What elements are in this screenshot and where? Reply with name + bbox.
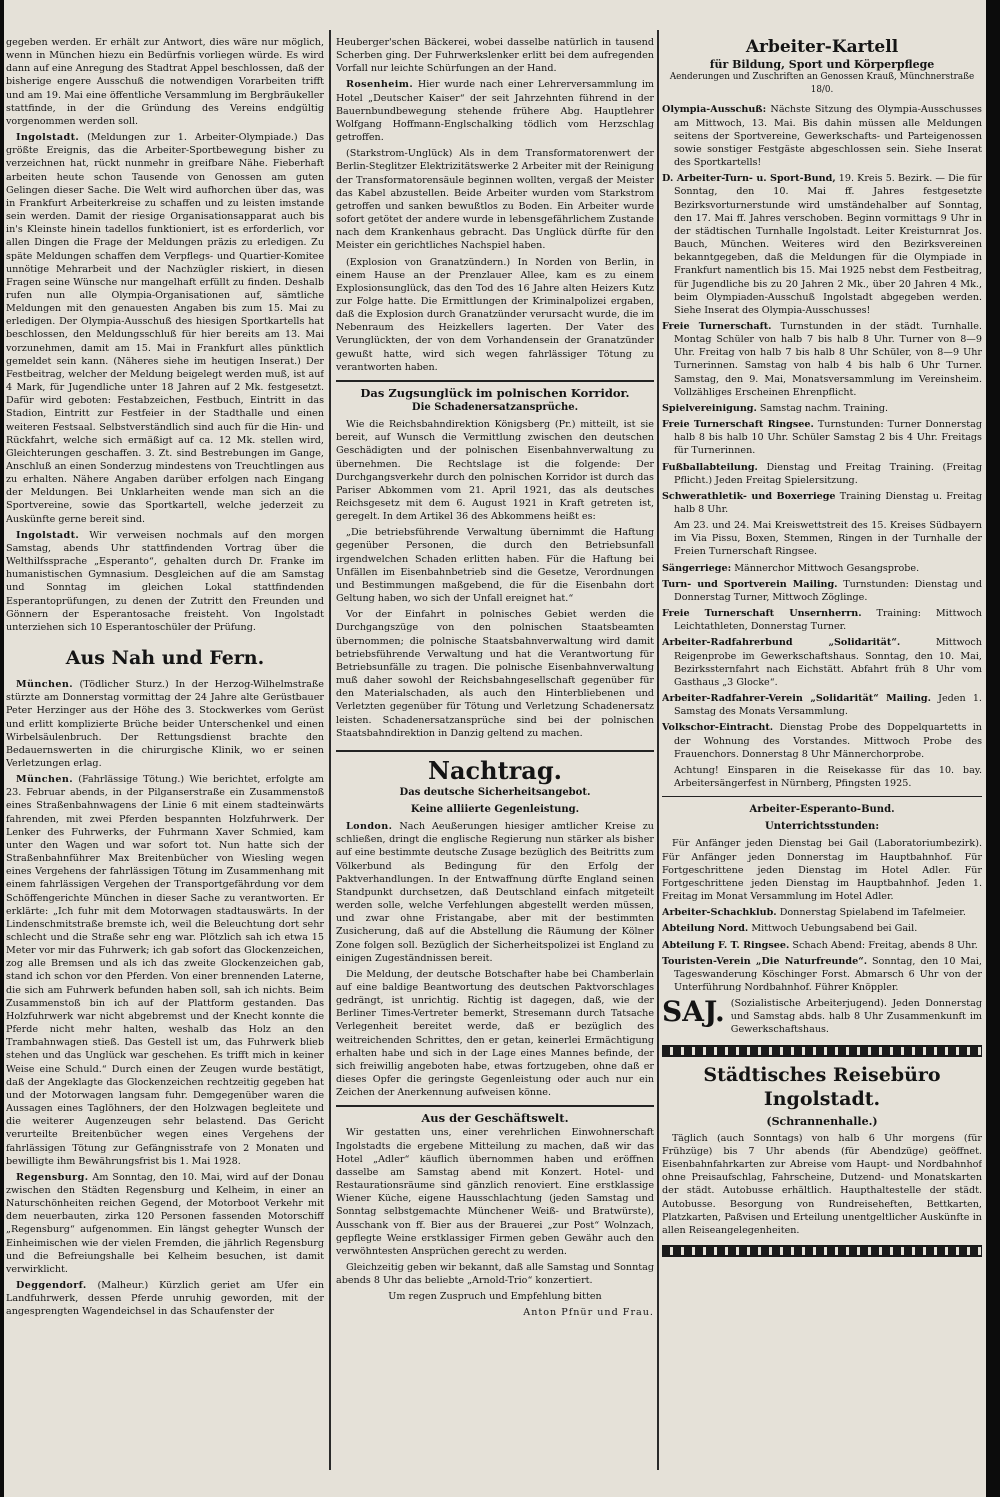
club-name: Freie Turnerschaft.: [662, 320, 772, 332]
place-lead: Deggendorf.: [16, 1280, 87, 1292]
club-text: Schach Abend: Freitag, abends 8 Uhr.: [792, 939, 978, 951]
article-paragraph: [336, 820, 654, 965]
club-entry: [662, 922, 982, 935]
place-lead: London.: [346, 821, 393, 833]
article-subheading: Die Schadenersatzansprüche.: [411, 401, 579, 413]
club-entry: [662, 939, 982, 952]
reisebuero-text: Täglich (auch Sonntags) von halb 6 Uhr morgens (für Frühzüge) bis 7 Uhr abends (für Abendzüge) geöffnet. Eisenbahnfahrkarten zur Abreise vom Haupt- und Nordbahnhof ohne Preisaufschlag, Fahrscheine, Dutzend- und Monatskarten der städt. Autobusse erhältlich. Haupthaltestelle der städt. Autobusse. Besorgung von Rundreiseheften, Bettkarten, Platzkarten, Paßvisen und Erteilung unentgeltlicher Auskünfte in allen Reiseangelegenheiten.: [662, 1132, 982, 1236]
column-middle: [336, 36, 654, 1466]
club-entry: [662, 692, 982, 718]
divider: [662, 796, 982, 797]
saj-text: (Sozialistische Arbeiterjugend). Jeden Donnerstag und Samstag abds. halb 8 Uhr Zusammenkunft im Gewerkschaftshaus.: [730, 998, 982, 1036]
club-entry: [662, 578, 982, 604]
advert-heading: Aus der Geschäftswelt.: [336, 1105, 654, 1126]
club-text: Sonntag, den 10 Mai, Tageswanderung Köschinger Forst. Abmarsch 6 Uhr von der Unterführung Nordbahnhof. Führer Knöppler.: [674, 955, 982, 993]
article-paragraph: gegeben werden. Er erhält zur Antwort, dies wäre nur möglich, wenn in München hiezu ein Bedürfnis vorliegen würde. Es wird dann auf eine Anregung des Stadtrat Appel beschlossen, daß der bisherige engere Ausschuß die notwendigen Vorarbeiten trifft und am 19. Mai eine öffentliche Versammlung im Bergbräukeller stattfinde, in der die Gründung des Vereins endgültig vorgenommen werden soll.: [6, 37, 324, 127]
column-rule: [657, 30, 659, 1470]
club-text: Achtung! Einsparen in die Reisekasse für das 10. bay. Arbeitersängerfest in Nürnberg, Pfingsten 1925.: [674, 764, 982, 789]
reisebuero-title: Städtisches Reisebüro Ingolstadt.: [703, 1063, 941, 1110]
column-right: [662, 36, 982, 1466]
article-quote: „Die betriebsführende Verwaltung übernimmt die Haftung gegenüber Personen, die durch den Betriebsunfall irgendwelchen Schaden erlitten haben. Für die Haftung bei Unfällen im Eisenbahnbetrieb sind die Gesetze, Verordnungen und Bestimmungen maßgebend, die für die Eisenbahn dort Geltung haben, wo sich der Unfall ereignet hat.“: [336, 527, 654, 605]
club-entry: [662, 490, 982, 516]
club-text: Turnstunden: Turner Donnerstag halb 8 bis halb 10 Uhr. Schüler Samstag 2 bis 4 Uhr. Freitags für Turnerinnen.: [674, 419, 982, 457]
club-name: Sängerriege:: [662, 562, 732, 574]
club-name: Fußballabteilung.: [662, 461, 758, 473]
place-lead: München.: [16, 679, 74, 691]
kartell-note: Aenderungen und Zuschriften an Genossen Krauß, Münchnerstraße 18/0.: [669, 72, 975, 96]
club-text: Turnstunden in der städt. Turnhalle. Montag Schüler von halb 7 bis halb 8 Uhr. Turner von 8—9 Uhr. Freitag von halb 7 bis halb 8 Uhr Schüler, von 8—9 Uhr Turnerinnen. Samstag von halb 4 bis halb 6 Uhr Turner. Samstag, den 9. Mai, Monatsversammlung im Vereinsheim. Vollzähliges Erscheinen Ehrenpflicht.: [674, 320, 982, 398]
club-name: Abteilung Nord.: [662, 923, 749, 935]
club-text: Donnerstag Spielabend im Tafelmeier.: [779, 907, 966, 919]
article-subheading-2: Keine alliierte Gegenleistung.: [410, 803, 580, 815]
club-name: Spielvereinigung.: [662, 402, 757, 414]
paragraph-text: Am Sonntag, den 10. Mai, wird auf der Donau zwischen den Städten Regensburg und Kelheim, in einer an Naturschönheiten reichen Gegend, der Motorboot Verkehr mit dem neuerbauten, zirka 120 Personen fassenden Motorschiff „Regensburg“ aufgenommen. Ein längst gehegter Wunsch der Einheimischen wie der vielen Fremden, die jährlich Regensburg und die Befreiungshalle bei Kelheim besuchen, ist damit verwirklicht.: [6, 1171, 324, 1275]
article-paragraph: [6, 131, 324, 526]
club-entry: [662, 103, 982, 169]
advert-signature: Anton Pfnür und Frau.: [523, 1307, 654, 1319]
club-name: Freie Turnerschaft Unsernherrn.: [662, 608, 862, 620]
club-name: Turn- und Sportverein Mailing.: [662, 578, 838, 590]
article-paragraph: [6, 678, 324, 770]
esperanto-heading: Arbeiter-Esperanto-Bund.: [749, 804, 895, 816]
ornament-border: [662, 1045, 982, 1057]
club-entry: [662, 418, 982, 457]
advert-paragraph: Wir gestatten uns, einer verehrlichen Einwohnerschaft Ingolstadts die ergebene Mitteilung zu machen, daß wir das Hotel „Adler“ käuflich übernommen haben und eröffnen dasselbe am Samstag abend mit Konzert. Hotel- und Restaurationsräume sind gänzlich renoviert. Eine erstklassige Wiener Küche, eigene Hausschlachtung (jeden Samstag und Sonntag selbstgemachte Münchener Weiß- und Bratwürste), Ausschank von ff. Bier aus der Brauerei „zur Post“ Wolnzach, gepflegte Weine erstklassiger Firmen geben Gewähr auch den verwöhntesten Ansprüchen gerecht zu werden.: [336, 1127, 654, 1257]
club-name: Olympia-Ausschuß:: [662, 104, 767, 116]
article-paragraph: [336, 78, 654, 144]
article-paragraph: Heuberger'schen Bäckerei, wobei dasselbe natürlich in tausend Scherben ging. Der Fuhrwerkslenker erlitt bei dem aufregenden Vorfall nur leichte Schürfungen an der Hand.: [336, 37, 654, 75]
club-entry: [662, 320, 982, 399]
paragraph-text: Hier wurde nach einer Lehrerversammlung im Hotel „Deutscher Kaiser“ der seit Jahrzehnten führend in der Bauernbundbewegung stehende frühere Abg. Hauptlehrer Wolfgang Hoffmann-Englschalking tödlich vom Herzschlag getroffen.: [336, 79, 654, 144]
club-text: Nächste Sitzung des Olympia-Ausschusses am Mittwoch, 13. Mai. Bis dahin müssen alle Meldungen seitens der Sportvereine, Gewerkschafts- und Parteigenossen sowie sonstiger Festgäste abgeschlossen sein. Siehe Inserat des Sportkartells!: [674, 104, 982, 169]
place-lead: München.: [16, 774, 74, 786]
club-text: Mittwoch Reigenprobe im Gewerkschaftshaus. Sonntag, den 10. Mai, Bezirkssternfahrt nach Eichstätt. Abfahrt früh 8 Uhr vom Gasthaus „3 Glocke“.: [674, 637, 982, 688]
ornament-border: [662, 1245, 982, 1257]
reisebuero-subtitle: (Schrannenhalle.): [766, 1114, 878, 1128]
unterricht-heading: Unterrichtsstunden:: [764, 821, 880, 833]
club-name: Schwerathletik- und Boxerriege: [662, 490, 836, 502]
place-lead: Ingolstadt.: [16, 132, 80, 144]
esperanto-text: Für Anfänger jeden Dienstag bei Gail (Laboratoriumbezirk). Für Anfänger jeden Donnerstag im Hauptbahnhof. Für Fortgeschrittene jeden Dienstag im Hotel Adler. Für Fortgeschrittene jeden Dienstag im Hauptbahnhof. Jeden 1. Freitag im Monat Versammlung im Hotel Adler.: [662, 838, 982, 903]
club-entry: [662, 721, 982, 760]
club-entry: [662, 636, 982, 689]
paragraph-text: (Tödlicher Sturz.) In der Herzog-Wilhelmstraße stürzte am Donnerstag vormittag der 24 Jahre alte Gerüstbauer Peter Herzinger aus der Höhe des 3. Stockwerkes vom Gerüst und erlitt komplizierte Brüche beider Unterschenkel und einen Wirbelsäulenbruch. Der Rettungsdienst brachte den Bedauernswerten in die chirurgische Klinik, wo er seinen Verletzungen erlag.: [6, 679, 324, 769]
section-heading: Aus Nah und Fern.: [65, 647, 265, 670]
article-paragraph: Vor der Einfahrt in polnisches Gebiet werden die Durchgangszüge von den polnischen Staatsbeamten übernommen; die polnische Staatsbahnverwaltung wird damit betriebsführende Verwaltung und hat die Verantwortung für Betriebsunfälle zu tragen. Die polnische Eisenbahnverwaltung muß daher sowohl der Reichsbahngesellschaft gegenüber für den Materialschaden, als auch den Hinterbliebenen und Verletzten gegenüber für Tötung und Verletzung Schadenersatz leisten. Schadenersatzansprüche sind bei der polnischen Staatsbahndirektion in Danzig geltend zu machen.: [336, 609, 654, 739]
club-name: Arbeiter-Schachklub.: [662, 907, 777, 919]
place-lead: Rosenheim.: [346, 79, 414, 91]
club-text: 19. Kreis 5. Bezirk. — Die für Sonntag, den 10. Mai ff. Jahres festgesetzte Bezirksvorturnerstunde wird umständehalber auf Sonntag, den 17. Mai ff. Jahres verschoben. Beginn vormittags 9 Uhr in der städtischen Turnhalle Ingolstadt. Leiter Kreisturnrat Jos. Bauch, München. Weiteres wird den Bezirksvereinen bekanntgegeben, daß die Meldungen für die Olympiade in Frankfurt namentlich bis 15. Mai 1925 nebst dem Festbeitrag, für Jugendliche bis zu 20 Jahren 2 Mk., über 20 Jahren 4 Mk., beim Olympiaden-Ausschuß Ingolstadt abgegeben werden. Siehe Inserat des Olympia-Ausschusses!: [674, 173, 982, 316]
place-lead: Ingolstadt.: [16, 529, 80, 541]
saj-notice: [662, 997, 982, 1036]
club-entry: [662, 402, 982, 415]
paragraph-text: (Fahrlässige Tötung.) Wie berichtet, erfolgte am 23. Februar abends, in der Pilganserstraße ein Zusammenstoß eines Straßenbahnwagens der Linie 6 mit einem stadteinwärts fahrenden, mit zwei Pferden bespannten Holzfuhrwerk. Der Lenker des Fuhrwerks, der Fuhrmann Xaver Schmied, kam unter den Wagen und war sofort tot. Nun hatte sich der Straßenbahnführer Max Breitenbücher von Wiesling wegen eines Vergehens der fahrlässigen Tötung im Zusammenhang mit einem fahrlässigen Vergehen der Transportgefährdung vor dem Schöffengerichte München in dieser Sache zu verantworten. Er erklärte: „Ich fuhr mit dem Motorwagen stadtauswärts. In der Lindenschmitstraße bremste ich, weil die Beleuchtung dort sehr schlecht und die Straße sehr eng war. Plötzlich sah ich etwa 15 Meter vor mir das Fuhrwerk; ich gab sofort das Glockenzeichen, zog alle Bremsen und als ich das zweite Glockenzeichen gab, stand ich schon vor den Pferden. Von einer brennenden Laterne, die sich am Fuhrwerk befunden haben soll, sah ich nichts. Beim Zusammenstoß bin ich auf der Plattform gestanden. Das Holzfuhrwerk war nicht abgebremst und der Knecht konnte die Pferde nicht mehr halten, weshalb das Holz an den Trambahnwagen stieß. Das Gestell ist um, das Fuhrwerk blieb stehen und das Unglück war geschehen. Es trifft mich in keiner Weise eine Schuld.“ Durch einen der Zeugen wurde bestätigt, daß der Angeklagte das Glockenzeichen rechtzeitig gegeben hat und der Motorwagen langsam fuhr. Demgegenüber waren die Aussagen eines Taglöhners, der den Holzwagen begleitete und die weiterer Augenzeugen sehr belastend. Das Gericht verurteilte Breitenbücher wegen eines Vergehens der fahrlässigen Tötung zur Gefängnisstrafe von 2 Monaten und bewilligte ihm Bewährungsfrist bis 1. Mai 1928.: [6, 774, 324, 1167]
kartell-subtitle: für Bildung, Sport und Körperpflege: [709, 58, 935, 71]
paragraph-text: (Meldungen zur 1. Arbeiter-Olympiade.) Das größte Ereignis, das die Arbeiter-Sportbewegung bisher zu verzeichnen hat, rückt nunmehr in greifbare Nähe. Fieberhaft arbeiten heute schon Tausende von Genossen am guten Gelingen dieser Sache. Die Welt wird aufhorchen über das, was in Frankfurt Arbeiterkreise zu schaffen und zu leisten imstande sein werden. Damit der riesige Organisationsapparat auch bis in's Kleinste hinein tadellos funktioniert, ist es erforderlich, vor allen Dingen die Frage der Meldungen präzis zu erledigen. Zu späte Meldungen schaffen dem Verpflegs- und Quartier-Komitee unnötige Mehrarbeit und der Nachzügler riskiert, in diesen Fragen seine Wünsche nur mangelhaft erfüllt zu finden. Deshalb rufen nun alle Olympia-Organisationen auf, sämtliche Meldungen mit den genauesten Angaben bis zum 15. Mai zu erledigen. Der Olympia-Ausschuß des hiesigen Sportkartells hat beschlossen, den Meldungsschluß für hier bereits am 13. Mai vorzunehmen, damit am 15. Mai in Frankfurt alles pünktlich gemeldet sein kann. (Näheres siehe im heutigen Inserat.) Der Festbeitrag, welcher der Meldung beigelegt werden muß, ist auf 4 Mark, für Jugendliche unter 18 Jahren auf 2 Mk. festgesetzt. Dafür wird geboten: Festabzeichen, Festbuch, Eintritt in das Stadion, Eintritt zur Festfeier in der Stadthalle und einen weiteren Festsaal. Selbstverständlich sind auch für die Hin- und Rückfahrt, welche sich ermäßigt auf ca. 12 Mk. stellen wird, Gleichterungen geschaffen. 3. Zt. sind Bestrebungen im Gange, Anschluß an einen Sonderzug mindestens von Treuchtlingen aus zu erhalten. Nähere Angaben darüber erfolgen nach Eingang der Meldungen. Bei Unklarheiten wende man sich an die Sportvereine, sowie das Sportkartell, welche jederzeit zu Auskünfte gerne bereit sind.: [6, 132, 324, 525]
club-name: Touristen-Verein „Die Naturfreunde“.: [662, 955, 868, 967]
club-entries-2: [662, 906, 982, 994]
club-entry: [662, 764, 982, 790]
article-paragraph: Die Meldung, der deutsche Botschafter habe bei Chamberlain auf eine baldige Beantwortung des deutschen Paktvorschlages gedrängt, ist unrichtig. Richtig ist dagegen, daß, wie der Berliner Times-Vertreter bemerkt, Stresemann durch Tatsache Verlegenheit bereitet werde, daß er bezüglich des weitreichenden Schrittes, den er getan, keinerlei Ermächtigung erhalten habe und sich in der Lage eines Mannes befinde, der sich freiwillig angeboten habe, etwas fortzugeben, ohne daß er dieses Opfer die geringste Gegenleistung oder auch nur ein Zeichen der Anerkennung aufweisen könne.: [336, 968, 654, 1099]
place-lead: Regensburg.: [16, 1171, 89, 1183]
club-entry: [662, 172, 982, 317]
article-paragraph: [6, 1171, 324, 1276]
paragraph-text: (Malheur.) Kürzlich geriet am Ufer ein Landfuhrwerk, dessen Pferde unruhig geworden, mit der angesprengten Wagendeichsel in das Schaufenster der: [6, 1280, 324, 1318]
article-paragraph: [6, 529, 324, 634]
article-paragraph: (Explosion von Granatzündern.) In Norden von Berlin, in einem Hause an der Prenzlauer Allee, kam es zu einem Explosionsunglück, das den Tod des 16 Jahre alten Heizers Kutz zur Folge hatte. Die Ermittlungen der Kriminalpolizei ergaben, daß die Explosion durch Granatzünder verursacht wurde, die im Nebenraum des Heizkellers lagerten. Der Vater des Verunglückten, der von dem Vorhandensein der Granatzünder gewußt hatte, wird sich wegen fahrlässiger Tötung zu verantworten haben.: [336, 256, 654, 373]
club-name: Abteilung F. T. Ringsee.: [662, 939, 790, 951]
club-text: Mittwoch Uebungsabend bei Gail.: [751, 923, 918, 935]
article-paragraph: (Starkstrom-Unglück) Als in dem Transformatorenwert der Berlin-Steglitzer Elektrizitätswerke 2 Arbeiter mit der Reinigung der Transformatorensäule beginnen wollten, vergaß der Meister das Kabel abzustellen. Beide Arbeiter wurden vom Starkstrom getroffen und sanken bewußtlos zu Boden. Ein Arbeiter wurde sofort getötet der andere wurde in lebensgefährlichem Zustande nach dem Krankenhaus gebracht. Das Unglück dürfte für den Meister ein gerichtliches Nachspiel haben.: [336, 148, 654, 252]
article-subheading: Das deutsche Sicherheitsangebot.: [399, 786, 591, 798]
scan-edge-right: [986, 0, 1000, 1497]
advert-paragraph: Gleichzeitig geben wir bekannt, daß alle Samstag und Sonntag abends 8 Uhr das beliebte „Arnold-Trio“ konzertiert.: [336, 1261, 654, 1287]
paragraph-text: Nach Aeußerungen hiesiger amtlicher Kreise zu schließen, dringt die englische Regierung nun stärker als bisher auf eine bestimmte deutsche Zusage bezüglich des Beitritts zum Völkerbund als Bedingung für den Erfolg der Paktverhandlungen. In der Entwaffnung dürfte England seinen Standpunkt durchsetzen, daß Deutschland einfach mitgeteilt werden solle, welche Verfehlungen abgestellt werden müssen, und zwar ohne Fristangabe, aber mit der bestimmten Zusicherung, daß auf die Abstellung die Räumung der Kölner Zone folgen soll. Bezüglich der Sicherheitspolizei ist England zu einigen Zugeständnissen bereit.: [336, 821, 654, 964]
nachtrag-heading: Nachtrag.: [336, 750, 654, 786]
club-text: Turnstunden: Dienstag und Donnerstag Turner, Mittwoch Zöglinge.: [674, 578, 982, 603]
saj-logo: SAJ.: [662, 995, 725, 1029]
paragraph-text: Wir verweisen nochmals auf den morgen Samstag, abends Uhr stattfindenden Vortrag über die Welthilfssprache „Esperanto“, gehalten durch Dr. Franke im humanistischen Gymnasium. Desgleichen auf die am Samstag und Sonntag im gleichen Lokal stattfindenden Esperantoprüfungen, zu denen der Zutritt den Freunden und Gönnern der Esperantosache freisteht. Von Ingolstadt unterziehen sich 10 Esperantoschüler der Prüfung.: [6, 529, 324, 633]
club-text: Dienstag und Freitag Training. (Freitag Pflicht.) Jeden Freitag Spielersitzung.: [674, 461, 982, 486]
column-left: [6, 36, 324, 1466]
article-heading: Das Zugsunglück im polnischen Korridor.: [336, 380, 654, 401]
club-entry: [662, 461, 982, 487]
club-text: Am 23. und 24. Mai Kreiswettstreit des 15. Kreises Südbayern im Via Pissu, Boxen, Stemmen, Ringen in der Turnhalle der Freien Turnerschaft Ringsee.: [674, 520, 982, 558]
club-name: Volkschor-Eintracht.: [662, 722, 774, 734]
club-text: Dienstag Probe des Doppelquartetts in der Wohnung des Vorstandes. Mittwoch Probe des Frauenchors. Donnerstag 8 Uhr Männerchorprobe.: [674, 722, 982, 760]
club-text: Samstag nachm. Training.: [759, 402, 889, 414]
column-rule: [329, 30, 331, 1470]
kartell-title: Arbeiter-Kartell: [745, 37, 899, 57]
club-name: D. Arbeiter-Turn- u. Sport-Bund,: [662, 173, 836, 185]
advert-closing: Um regen Zuspruch und Empfehlung bitten: [388, 1291, 602, 1303]
article-paragraph: Wie die Reichsbahndirektion Königsberg (Pr.) mitteilt, ist sie bereit, auf Wunsch die Vermittlung zwischen den deutschen Geschädigten und der polnischen Eisenbahnverwaltung zu übernehmen. Die Rechtslage ist die folgende: Der Durchgangsverkehr durch den polnischen Korridor ist durch das Pariser Abkommen vom 21. April 1921, das als deutsches Reichsgesetz mit dem 6. August 1921 in Kraft getreten ist, geregelt. In dem Artikel 36 des Abkommens heißt es:: [336, 419, 654, 523]
club-entry: [662, 955, 982, 994]
club-text: Männerchor Mittwoch Gesangsprobe.: [734, 562, 920, 574]
club-entry: [662, 607, 982, 633]
article-paragraph: [6, 773, 324, 1168]
club-entry: [662, 519, 982, 558]
article-paragraph: [6, 1279, 324, 1318]
club-text: Jeden 1. Samstag des Monats Versammlung.: [674, 693, 982, 718]
club-name: Freie Turnerschaft Ringsee.: [662, 419, 814, 431]
club-entry: [662, 562, 982, 575]
club-entry: [662, 906, 982, 919]
club-name: Arbeiter-Radfahrer-Verein „Solidarität“ Mailing.: [662, 693, 931, 705]
club-text: Training: Mittwoch Leichtathleten, Donnerstag Turner.: [674, 608, 982, 633]
scan-edge-left: [0, 0, 4, 1497]
club-name: Arbeiter-Radfahrerbund „Solidarität“.: [662, 637, 901, 649]
club-text: Training Dienstag u. Freitag halb 8 Uhr.: [674, 490, 982, 515]
club-entries: [662, 103, 982, 790]
